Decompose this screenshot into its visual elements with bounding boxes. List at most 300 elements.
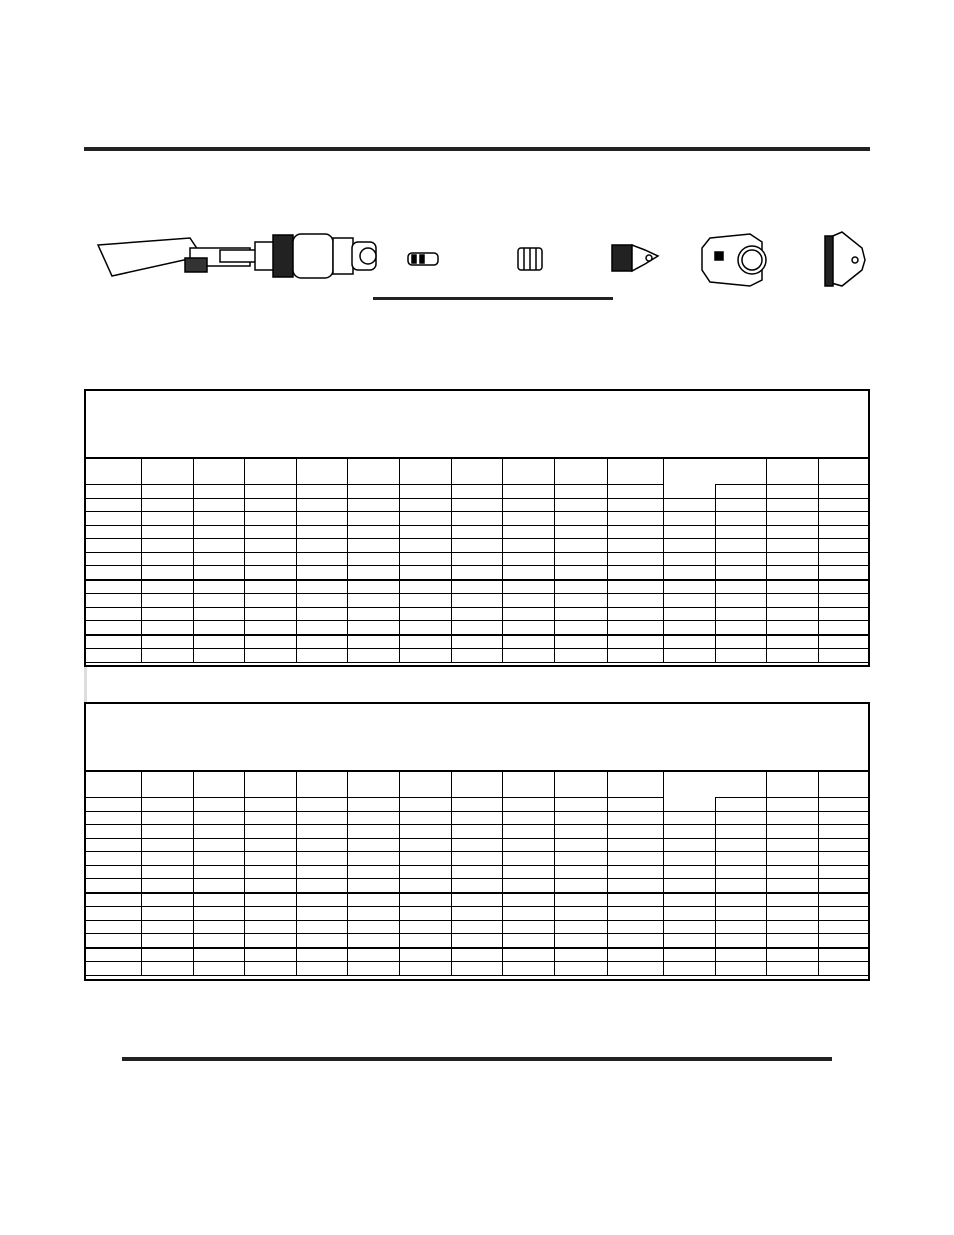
- table-cell: [296, 798, 347, 812]
- table-cell: [141, 907, 193, 921]
- table-cell: [554, 825, 607, 839]
- table-cell: [296, 920, 347, 934]
- table-cell: [399, 934, 451, 948]
- table-cell: [451, 811, 502, 825]
- table-cell: [141, 539, 193, 553]
- header-cell: [86, 772, 141, 798]
- table-cell: [607, 635, 663, 649]
- table-row: [86, 594, 869, 608]
- table-cell: [193, 512, 244, 526]
- table-cell: [451, 594, 502, 608]
- table-title-area: [86, 391, 868, 459]
- table-cell: [818, 920, 869, 934]
- table-cell: [818, 852, 869, 866]
- table-cell: [766, 552, 818, 566]
- table-cell: [86, 512, 141, 526]
- table-cell: [451, 962, 502, 976]
- table-cell: [663, 621, 715, 635]
- header-cell: [766, 772, 818, 798]
- table-cell: [399, 552, 451, 566]
- table-cell: [86, 566, 141, 580]
- table-row: [86, 485, 869, 499]
- table-cell: [296, 934, 347, 948]
- table-cell: [554, 865, 607, 879]
- table-row: [86, 838, 869, 852]
- table-row: [86, 539, 869, 553]
- table-cell: [193, 838, 244, 852]
- header-cell: [766, 459, 818, 485]
- table-cell: [347, 512, 399, 526]
- table-cell: [296, 962, 347, 976]
- table-cell: [554, 552, 607, 566]
- table-cell: [86, 635, 141, 649]
- table-cell: [451, 893, 502, 907]
- table-cell: [663, 498, 715, 512]
- header-cell: [715, 772, 766, 798]
- table-cell: [663, 838, 715, 852]
- table-row: [86, 934, 869, 948]
- table-row: [86, 607, 869, 621]
- gap-strip: [84, 667, 87, 702]
- table-cell: [193, 580, 244, 594]
- table-cell: [141, 607, 193, 621]
- table-cell: [86, 893, 141, 907]
- electrode-icon: [408, 253, 438, 265]
- table-cell: [347, 552, 399, 566]
- table-cell: [193, 865, 244, 879]
- table-cell: [766, 649, 818, 663]
- table-cell: [766, 879, 818, 893]
- table-cell: [766, 566, 818, 580]
- table-cell: [347, 948, 399, 962]
- header-cell: [663, 772, 715, 798]
- table-cell: [451, 566, 502, 580]
- table-row: [86, 907, 869, 921]
- table-cell: [399, 649, 451, 663]
- table-cell: [141, 893, 193, 907]
- table-row: [86, 865, 869, 879]
- table-cell: [347, 580, 399, 594]
- table-cell: [451, 879, 502, 893]
- table-cell: [193, 621, 244, 635]
- table-cell: [766, 498, 818, 512]
- table-cell: [607, 594, 663, 608]
- table-cell: [607, 607, 663, 621]
- table-cell: [399, 566, 451, 580]
- table-cell: [347, 498, 399, 512]
- table-cell: [818, 907, 869, 921]
- table-cell: [141, 865, 193, 879]
- table-cell: [663, 962, 715, 976]
- table-cell: [399, 920, 451, 934]
- table-cell: [554, 566, 607, 580]
- table-cell: [818, 825, 869, 839]
- table-cell: [502, 893, 554, 907]
- table-cell: [193, 498, 244, 512]
- table-cell: [141, 498, 193, 512]
- table-cell: [244, 798, 296, 812]
- table-row: [86, 621, 869, 635]
- table-cell: [607, 621, 663, 635]
- header-cell: [193, 772, 244, 798]
- table-cell: [244, 649, 296, 663]
- table-cell: [607, 811, 663, 825]
- table-cell: [296, 907, 347, 921]
- table-cell: [663, 580, 715, 594]
- table-cell: [347, 825, 399, 839]
- table-cell: [502, 798, 554, 812]
- table-cell: [244, 852, 296, 866]
- table-cell: [347, 893, 399, 907]
- table-cell: [347, 838, 399, 852]
- table-cell: [607, 485, 663, 499]
- table-cell: [502, 962, 554, 976]
- table-cell: [141, 580, 193, 594]
- table-cell: [554, 907, 607, 921]
- table-cell: [399, 607, 451, 621]
- table-cell: [141, 566, 193, 580]
- header-cell: [607, 459, 663, 485]
- table-cell: [141, 920, 193, 934]
- table-cell: [347, 920, 399, 934]
- table-cell: [766, 838, 818, 852]
- table-cell: [766, 948, 818, 962]
- table-cell: [607, 525, 663, 539]
- table-cell: [193, 825, 244, 839]
- table-cell: [715, 893, 766, 907]
- table-cell: [663, 934, 715, 948]
- table-cell: [715, 934, 766, 948]
- table-cell: [244, 607, 296, 621]
- header-cell: [818, 772, 869, 798]
- table-cell: [86, 594, 141, 608]
- table-cell: [715, 852, 766, 866]
- table-cell: [86, 649, 141, 663]
- table-cell: [554, 621, 607, 635]
- table-cell: [296, 621, 347, 635]
- table-cell: [766, 580, 818, 594]
- table-cell: [766, 865, 818, 879]
- table-cell: [399, 498, 451, 512]
- table-cell: [244, 635, 296, 649]
- table-cell: [554, 580, 607, 594]
- table-cell: [451, 525, 502, 539]
- header-cell: [141, 459, 193, 485]
- table-cell: [347, 852, 399, 866]
- table-cell: [244, 934, 296, 948]
- table-cell: [141, 525, 193, 539]
- header-cell: [296, 459, 347, 485]
- table-cell: [399, 621, 451, 635]
- header-cell: [296, 772, 347, 798]
- table-cell: [296, 525, 347, 539]
- table-cell: [399, 485, 451, 499]
- table-cell: [296, 852, 347, 866]
- table-cell: [766, 635, 818, 649]
- table-cell: [86, 934, 141, 948]
- table-cell: [663, 920, 715, 934]
- table-cell: [607, 798, 663, 812]
- table-cell: [296, 498, 347, 512]
- header-cell: [554, 772, 607, 798]
- table-cell: [607, 879, 663, 893]
- table-cell: [607, 962, 663, 976]
- table-cell: [451, 934, 502, 948]
- table-cell: [451, 798, 502, 812]
- consumable-parts-illustration: [90, 220, 870, 290]
- table-cell: [193, 811, 244, 825]
- table-cell: [86, 798, 141, 812]
- table-cell: [296, 948, 347, 962]
- table-cell: [715, 594, 766, 608]
- table-cell: [141, 962, 193, 976]
- table-cell: [663, 879, 715, 893]
- table-cell: [818, 607, 869, 621]
- table-cell: [193, 893, 244, 907]
- table-cell: [502, 635, 554, 649]
- table-row: [86, 852, 869, 866]
- table-cell: [244, 512, 296, 526]
- table-cell: [296, 811, 347, 825]
- table-cell: [193, 948, 244, 962]
- table-cell: [193, 552, 244, 566]
- table-cell: [715, 525, 766, 539]
- table-cell: [296, 893, 347, 907]
- table-cell: [399, 635, 451, 649]
- table-cell: [715, 838, 766, 852]
- header-cell: [347, 772, 399, 798]
- table-cell: [347, 649, 399, 663]
- table-cell: [663, 566, 715, 580]
- table-cell: [663, 525, 715, 539]
- table-cell: [244, 525, 296, 539]
- table-cell: [766, 512, 818, 526]
- retaining-cap-icon: [702, 234, 766, 286]
- table-cell: [347, 798, 399, 812]
- table-cell: [193, 485, 244, 499]
- table-cell: [141, 811, 193, 825]
- table-cell: [347, 962, 399, 976]
- table-cell: [715, 552, 766, 566]
- table-cell: [141, 552, 193, 566]
- table-cell: [244, 498, 296, 512]
- table-cell: [141, 621, 193, 635]
- table-cell: [399, 580, 451, 594]
- table-cell: [502, 920, 554, 934]
- table-cell: [554, 498, 607, 512]
- table-cell: [554, 525, 607, 539]
- table-cell: [141, 948, 193, 962]
- table-cell: [766, 962, 818, 976]
- header-cell: [663, 459, 715, 485]
- table-cell: [141, 852, 193, 866]
- header-cell: [347, 459, 399, 485]
- table-cell: [399, 811, 451, 825]
- table-cell: [607, 852, 663, 866]
- table-cell: [451, 498, 502, 512]
- table-cell: [766, 825, 818, 839]
- table-cell: [607, 498, 663, 512]
- table-cell: [141, 635, 193, 649]
- table-cell: [663, 512, 715, 526]
- table-cell: [502, 852, 554, 866]
- table-cell: [244, 948, 296, 962]
- table-cell: [399, 838, 451, 852]
- table-cell: [244, 566, 296, 580]
- table-cell: [141, 594, 193, 608]
- table-cell: [715, 485, 766, 499]
- table-cell: [399, 798, 451, 812]
- table-cell: [607, 825, 663, 839]
- table-cell: [296, 879, 347, 893]
- table-row: [86, 635, 869, 649]
- table-cell: [818, 879, 869, 893]
- table-cell: [766, 907, 818, 921]
- table-cell: [451, 920, 502, 934]
- table-cell: [244, 485, 296, 499]
- table-cell: [502, 525, 554, 539]
- table-row: [86, 962, 869, 976]
- table-cell: [399, 825, 451, 839]
- table-cell: [715, 907, 766, 921]
- table-cell: [451, 865, 502, 879]
- table-cell: [347, 594, 399, 608]
- table-cell: [347, 621, 399, 635]
- table-cell: [818, 552, 869, 566]
- table-row: [86, 512, 869, 526]
- cut-chart-table-2: [84, 702, 870, 981]
- table-cell: [86, 485, 141, 499]
- table-cell: [554, 649, 607, 663]
- table-cell: [607, 865, 663, 879]
- table-cell: [715, 649, 766, 663]
- table-cell: [818, 962, 869, 976]
- table-cell: [502, 594, 554, 608]
- table-cell: [554, 920, 607, 934]
- table-cell: [502, 934, 554, 948]
- header-cell: [451, 772, 502, 798]
- table-cell: [86, 825, 141, 839]
- header-cell: [715, 459, 766, 485]
- table-cell: [554, 811, 607, 825]
- table-cell: [818, 893, 869, 907]
- table-cell: [663, 907, 715, 921]
- table-cell: [818, 498, 869, 512]
- table-cell: [347, 525, 399, 539]
- table-cell: [296, 512, 347, 526]
- header-cell: [502, 772, 554, 798]
- table-cell: [818, 525, 869, 539]
- table-cell: [663, 552, 715, 566]
- table-cell: [451, 621, 502, 635]
- table-cell: [663, 811, 715, 825]
- table-cell: [766, 621, 818, 635]
- table-cell: [347, 811, 399, 825]
- table-cell: [399, 962, 451, 976]
- table-cell: [141, 512, 193, 526]
- table-cell: [86, 552, 141, 566]
- table-cell: [607, 920, 663, 934]
- table-cell: [193, 879, 244, 893]
- table-cell: [715, 825, 766, 839]
- table-header-row: [86, 459, 869, 485]
- table-cell: [502, 566, 554, 580]
- header-cell: [554, 459, 607, 485]
- table-cell: [502, 485, 554, 499]
- table-cell: [244, 539, 296, 553]
- table-cell: [607, 934, 663, 948]
- table-cell: [554, 485, 607, 499]
- nozzle-icon: [612, 245, 658, 271]
- table-cell: [451, 485, 502, 499]
- top-rule: [84, 147, 870, 151]
- table-cell: [607, 539, 663, 553]
- table-row: [86, 552, 869, 566]
- table-cell: [715, 512, 766, 526]
- table-cell: [663, 948, 715, 962]
- table-cell: [715, 811, 766, 825]
- table-cell: [502, 621, 554, 635]
- header-cell: [818, 459, 869, 485]
- table-cell: [766, 934, 818, 948]
- table-cell: [715, 539, 766, 553]
- table-cell: [451, 907, 502, 921]
- table-cell: [715, 580, 766, 594]
- table-cell: [715, 621, 766, 635]
- table-cell: [193, 798, 244, 812]
- table-cell: [244, 865, 296, 879]
- table-cell: [399, 852, 451, 866]
- header-cell: [244, 772, 296, 798]
- table-cell: [663, 798, 715, 812]
- table-cell: [244, 621, 296, 635]
- table-cell: [607, 649, 663, 663]
- table-cell: [193, 907, 244, 921]
- table-cell: [663, 893, 715, 907]
- table-cell: [502, 552, 554, 566]
- table-cell: [715, 962, 766, 976]
- table-cell: [554, 852, 607, 866]
- table-cell: [766, 525, 818, 539]
- table-cell: [86, 539, 141, 553]
- table-cell: [554, 948, 607, 962]
- table-cell: [193, 920, 244, 934]
- table-cell: [502, 825, 554, 839]
- table-cell: [296, 825, 347, 839]
- table-cell: [663, 825, 715, 839]
- table-cell: [715, 865, 766, 879]
- table-cell: [818, 566, 869, 580]
- table-row: [86, 879, 869, 893]
- header-cell: [451, 459, 502, 485]
- table-cell: [347, 865, 399, 879]
- table-cell: [244, 552, 296, 566]
- table-row: [86, 825, 869, 839]
- table-cell: [399, 907, 451, 921]
- table-cell: [244, 879, 296, 893]
- table-cell: [502, 539, 554, 553]
- table-cell: [86, 621, 141, 635]
- table-cell: [296, 594, 347, 608]
- table-cell: [451, 512, 502, 526]
- table-cell: [451, 825, 502, 839]
- table-cell: [715, 566, 766, 580]
- table-cell: [399, 893, 451, 907]
- table-cell: [347, 566, 399, 580]
- table-cell: [766, 594, 818, 608]
- header-cell: [86, 459, 141, 485]
- table-cell: [399, 879, 451, 893]
